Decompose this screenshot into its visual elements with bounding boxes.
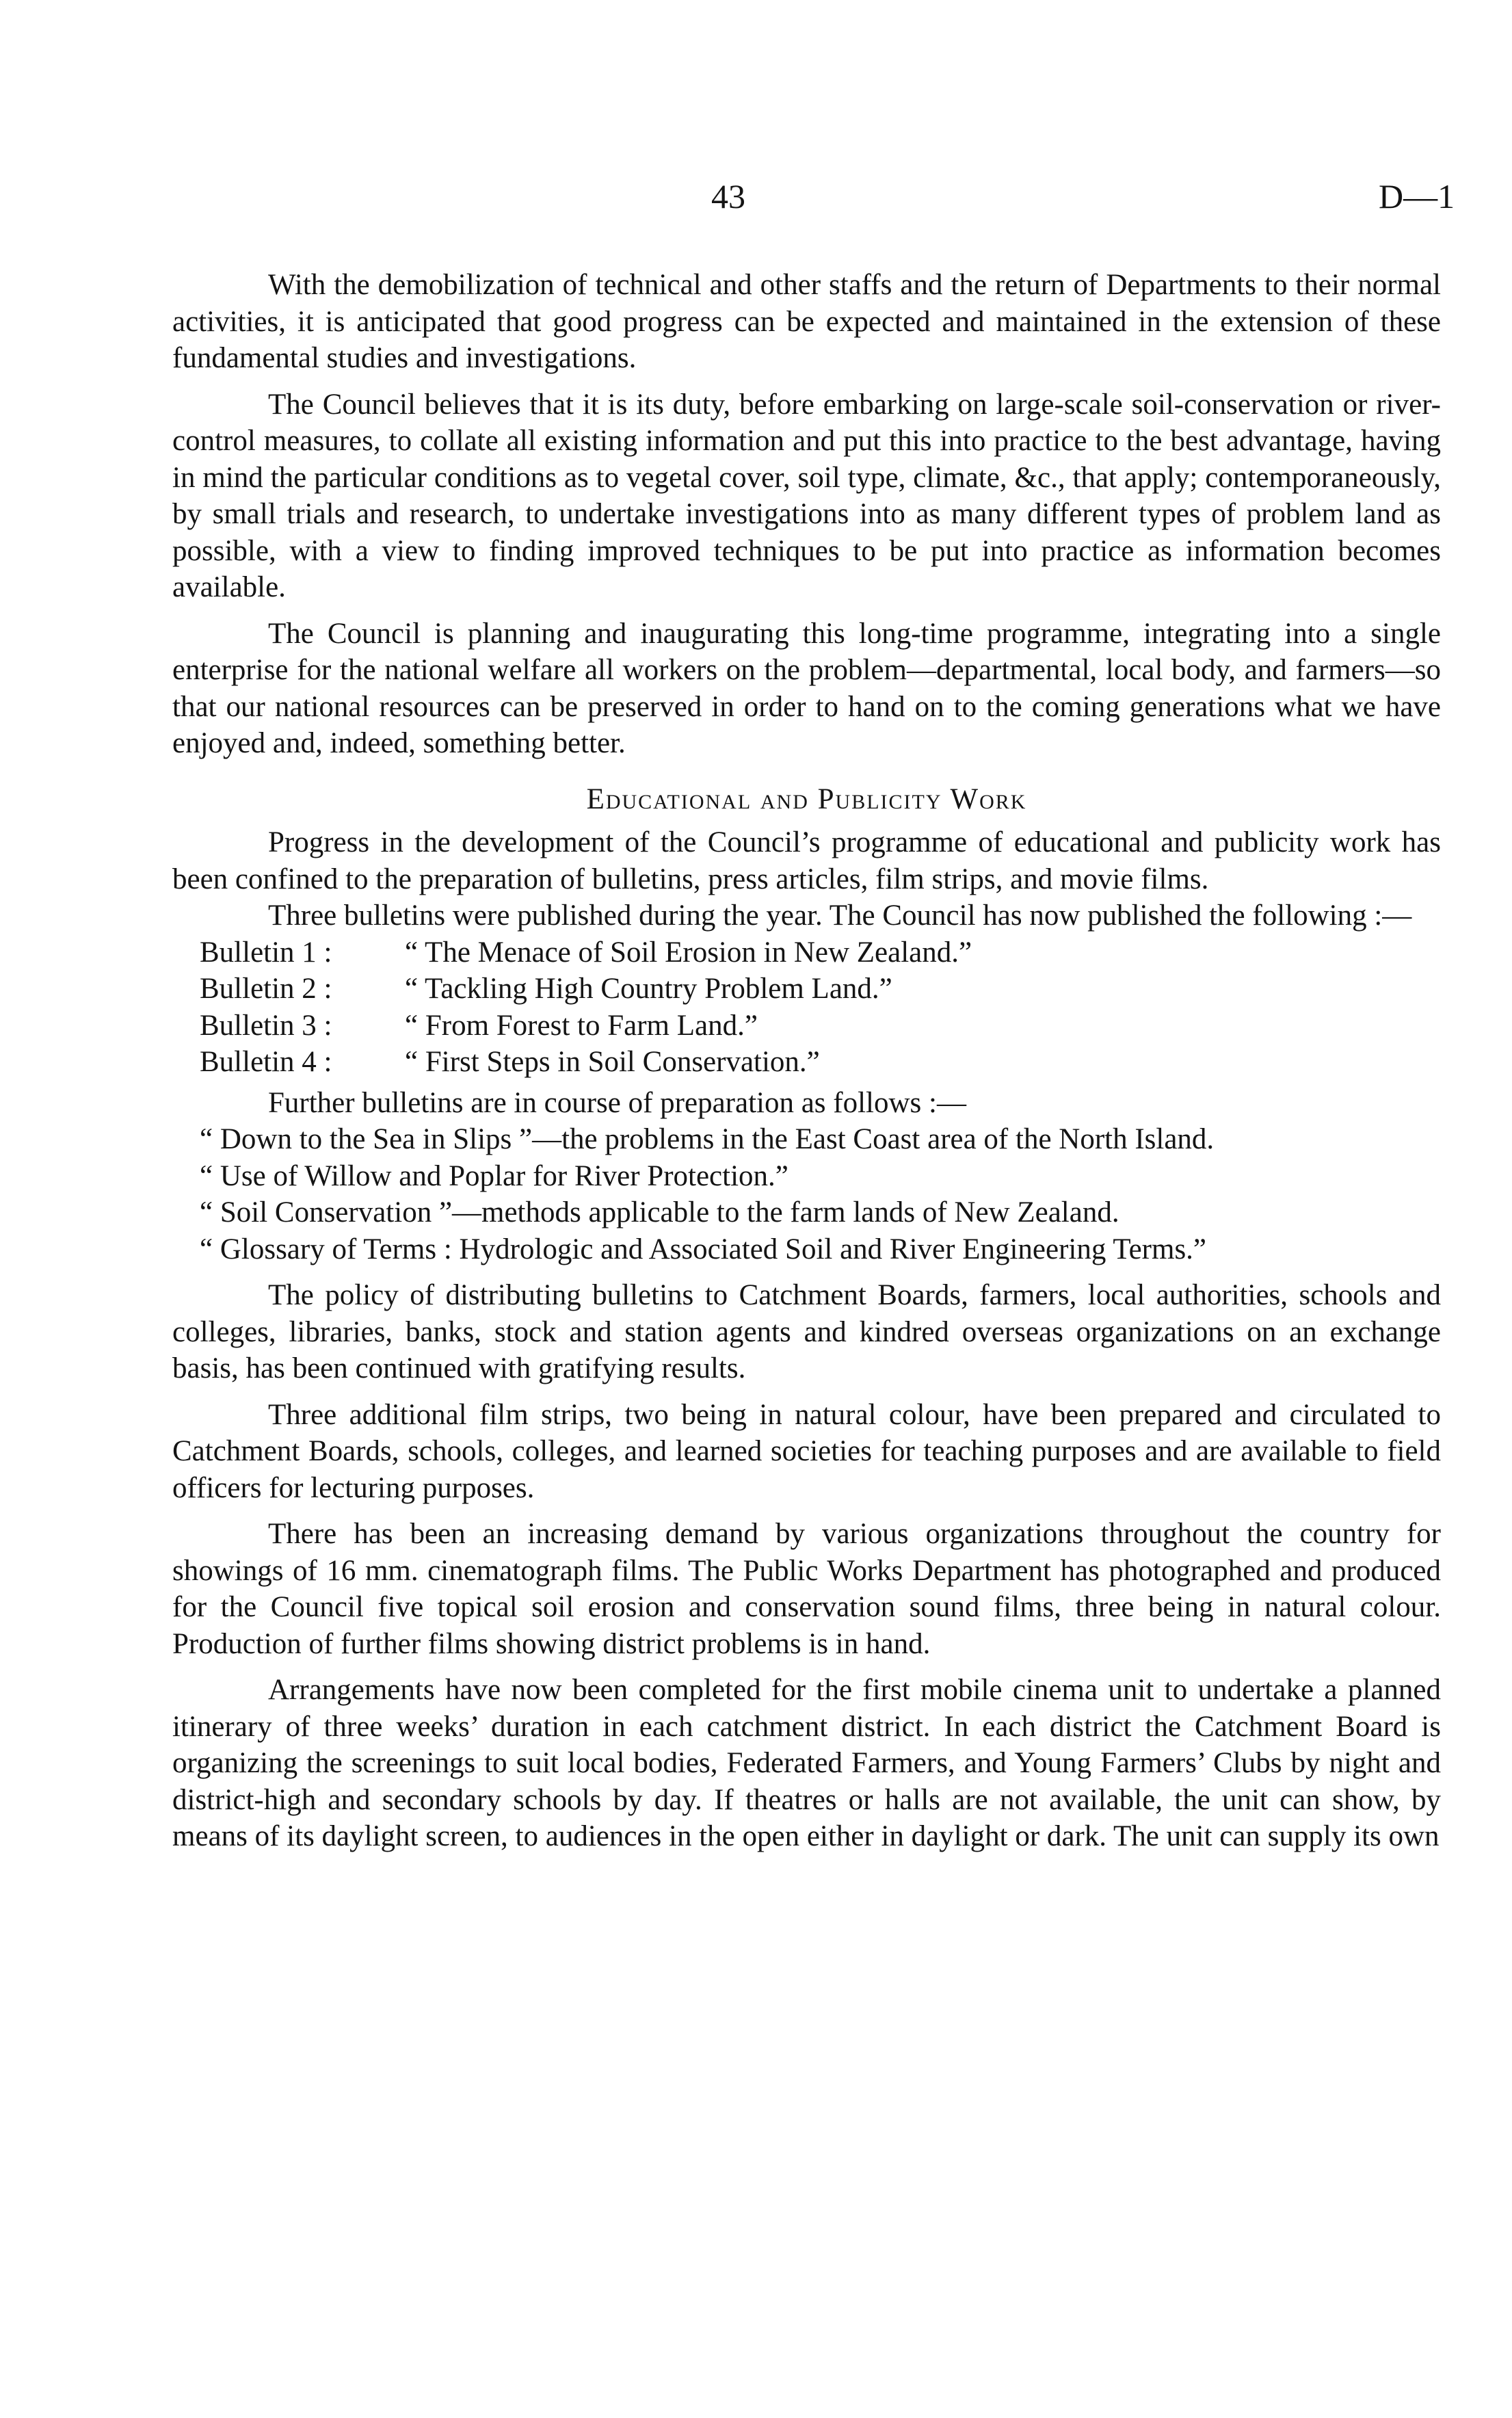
paragraph-cinematograph-films: There has been an increasing demand by various organizations throughout the country for showings of 16 mm. cinematograph films. The Public Works Department has photographed and produced for the Council five topical soil erosion and conservation sound films, three being in natural colour. Production of further films showing district problems is in hand.	[172, 1518, 1441, 1660]
bulletin-item	[200, 971, 1441, 1008]
bulletin-item	[200, 1044, 1441, 1081]
preparation-item: “ Soil Conservation ”—methods applicable to the farm lands of New Zealand.	[200, 1196, 1119, 1228]
bulletin-number: Bulletin 1 :	[200, 936, 332, 969]
bulletin-number: Bulletin 4 :	[200, 1046, 332, 1078]
paragraph-demobilization: With the demobilization of technical and other staffs and the return of Departments to their normal activities, it is anticipated that good progress can be expected and maintained in the extension of these fundamental studies and investigations.	[172, 269, 1441, 374]
bulletin-title: “ From Forest to Farm Land.”	[405, 1009, 758, 1042]
bulletin-number: Bulletin 3 :	[200, 1009, 332, 1042]
bulletin-item	[200, 934, 1441, 971]
paragraph-progress: Progress in the development of the Council’s programme of educational and publicity work has been confined to the preparation of bulletins, press articles, film strips, and movie films.	[172, 826, 1441, 895]
section-heading: Educational and Publicity Work	[586, 783, 1027, 815]
paragraph-film-strips: Three additional film strips, two being in natural colour, have been prepared and circulated to Catchment Boards, schools, colleges, and learned societies for teaching purposes and are available to field officers for lecturing purposes.	[172, 1398, 1441, 1504]
bulletin-number: Bulletin 2 :	[200, 973, 332, 1005]
paragraph-distribution-policy: The policy of distributing bulletins to Catchment Boards, farmers, local authorities, schools and colleges, libraries, banks, stock and station agents and kindred overseas organizations on an exchange basis, has been continued with gratifying results.	[172, 1279, 1441, 1384]
bulletin-title: “ First Steps in Soil Conservation.”	[405, 1046, 820, 1078]
body-text	[172, 267, 1441, 1865]
bulletin-item	[200, 1008, 1441, 1044]
paragraph-three-bulletins: Three bulletins were published during the year. The Council has now published the following :—	[268, 899, 1412, 932]
page-number: 43	[711, 177, 745, 215]
document-code: D—1	[1379, 177, 1455, 215]
paragraph-mobile-cinema: Arrangements have now been completed for the first mobile cinema unit to undertake a planned itinerary of three weeks’ duration in each catchment district. In each district the Catchment Board is organizing the screenings to suit local bodies, Federated Farmers, and Young Farmers’ Clubs by night and district-high and secondary schools by day. If theatres or halls are not available, the unit can show, by means of its daylight screen, to audiences in the open either in daylight or dark. The unit can supply its own	[172, 1674, 1441, 1852]
bulletin-title: “ Tackling High Country Problem Land.”	[405, 973, 892, 1005]
bulletins-in-preparation-list	[172, 1121, 1441, 1267]
preparation-item: “ Down to the Sea in Slips ”—the problems in the East Coast area of the North Island.	[200, 1123, 1215, 1155]
page-header	[0, 176, 1512, 224]
paragraph-long-time-programme: The Council is planning and inaugurating this long-time programme, integrating into a single enterprise for the national welfare all workers on the problem—departmental, local body, and farmers—so that our national resources can be preserved in order to hand on to the coming generations what we have enjoyed and, indeed, something better.	[172, 617, 1441, 759]
paragraph-further-bulletins: Further bulletins are in course of preparation as follows :—	[268, 1086, 966, 1119]
bulletin-title: “ The Menace of Soil Erosion in New Zealand.”	[405, 936, 972, 969]
paragraph-council-duty: The Council believes that it is its duty, before embarking on large-scale soil-conservation or river-control measures, to collate all existing information and put this into practice to the best advantage, having in mind the particular conditions as to vegetal cover, soil type, climate, &c., that apply; contemporaneously, by small trials and research, to undertake investigations into as many different types of problem land as possible, with a view to finding improved techniques to be put into practice as information becomes available.	[172, 388, 1441, 603]
preparation-item: “ Glossary of Terms : Hydrologic and Associated Soil and River Engineering Terms.”	[200, 1233, 1207, 1265]
published-bulletins-list	[172, 934, 1441, 1081]
preparation-item: “ Use of Willow and Poplar for River Protection.”	[200, 1159, 788, 1192]
